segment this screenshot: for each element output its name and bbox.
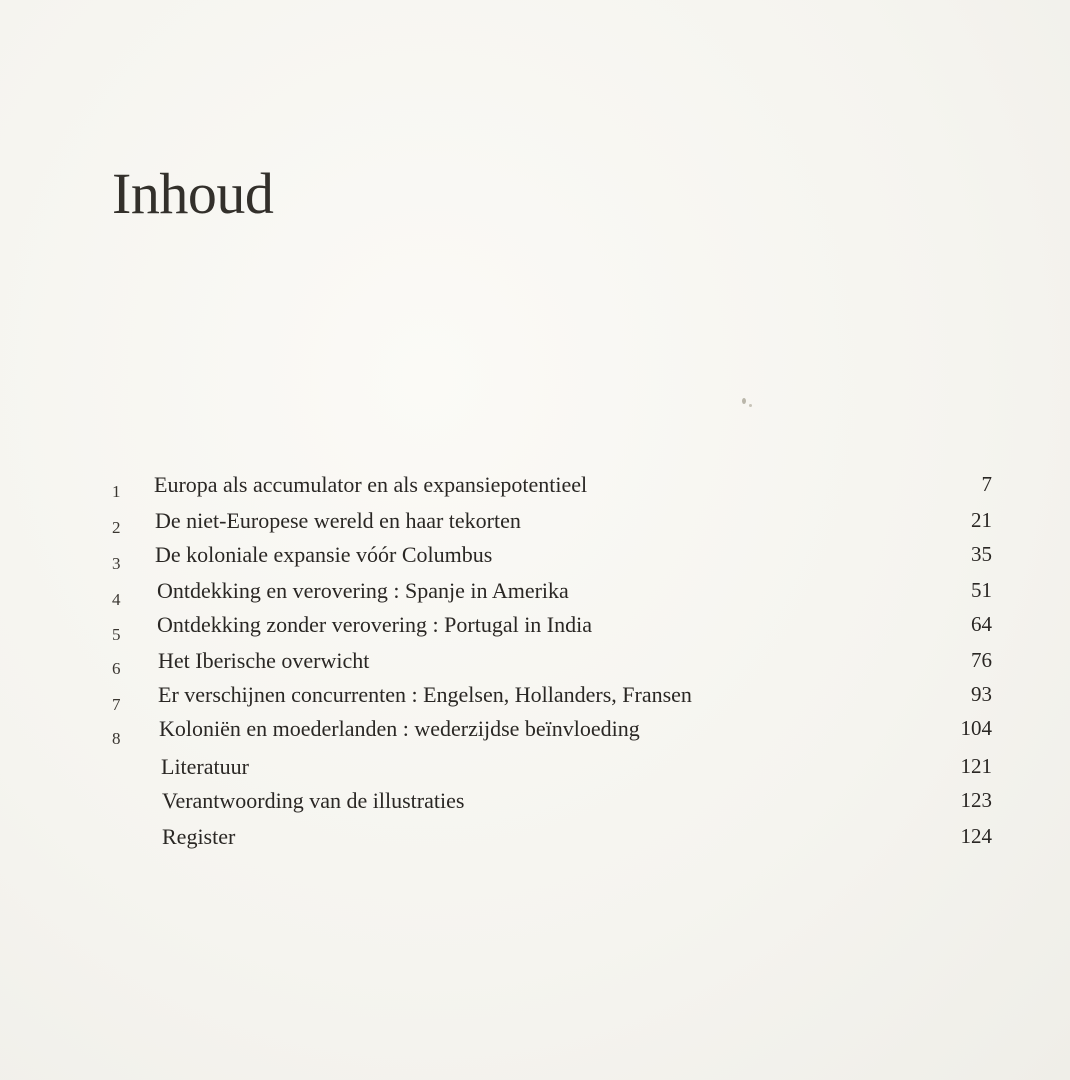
toc-entry xyxy=(0,754,1070,788)
chapter-title: Register xyxy=(162,824,236,849)
toc-entry xyxy=(0,612,1070,646)
toc-entry xyxy=(0,788,1070,822)
page-number: 76 xyxy=(971,648,992,672)
chapter-number: 1 xyxy=(112,482,121,501)
chapter-number: 6 xyxy=(112,659,121,678)
page-number: 64 xyxy=(971,612,992,636)
page-number: 7 xyxy=(981,472,992,496)
chapter-number: 3 xyxy=(112,554,121,573)
toc-entry xyxy=(0,508,1070,542)
chapter-number: 5 xyxy=(112,625,121,644)
page-number: 21 xyxy=(971,508,992,532)
chapter-title: De koloniale expansie vóór Columbus xyxy=(155,542,493,567)
toc-entry xyxy=(0,542,1070,576)
page-title: Inhoud xyxy=(112,161,274,226)
chapter-title: Ontdekking zonder verovering : Portugal in India xyxy=(157,612,593,637)
chapter-title: De niet-Europese wereld en haar tekorten xyxy=(155,508,521,533)
toc-entry xyxy=(0,716,1070,750)
paper-speck xyxy=(742,398,746,404)
chapter-title: Er verschijnen concurrenten : Engelsen, Hollanders, Fransen xyxy=(158,682,692,707)
chapter-title: Europa als accumulator en als expansiepotentieel xyxy=(154,472,588,497)
chapter-number: 8 xyxy=(112,729,121,748)
toc-entry xyxy=(0,648,1070,682)
page-number: 104 xyxy=(960,716,992,740)
chapter-title: Ontdekking en verovering : Spanje in Amerika xyxy=(157,578,569,603)
page-number: 51 xyxy=(971,578,992,602)
page-number: 35 xyxy=(971,542,992,566)
chapter-number: 7 xyxy=(112,695,121,714)
paper-speck xyxy=(749,404,752,407)
page-number: 124 xyxy=(960,824,992,848)
chapter-title: Het Iberische overwicht xyxy=(158,648,370,673)
toc-entry xyxy=(0,472,1070,506)
chapter-title: Verantwoording van de illustraties xyxy=(162,788,465,813)
toc-entry xyxy=(0,682,1070,716)
page-number: 123 xyxy=(960,788,992,812)
chapter-title: Literatuur xyxy=(161,754,249,779)
toc-entry xyxy=(0,578,1070,612)
page-number: 121 xyxy=(960,754,992,778)
chapter-title: Koloniën en moederlanden : wederzijdse beïnvloeding xyxy=(159,716,640,741)
chapter-number: 2 xyxy=(112,518,121,537)
chapter-number: 4 xyxy=(112,590,121,609)
toc-entry xyxy=(0,824,1070,858)
page-number: 93 xyxy=(971,682,992,706)
